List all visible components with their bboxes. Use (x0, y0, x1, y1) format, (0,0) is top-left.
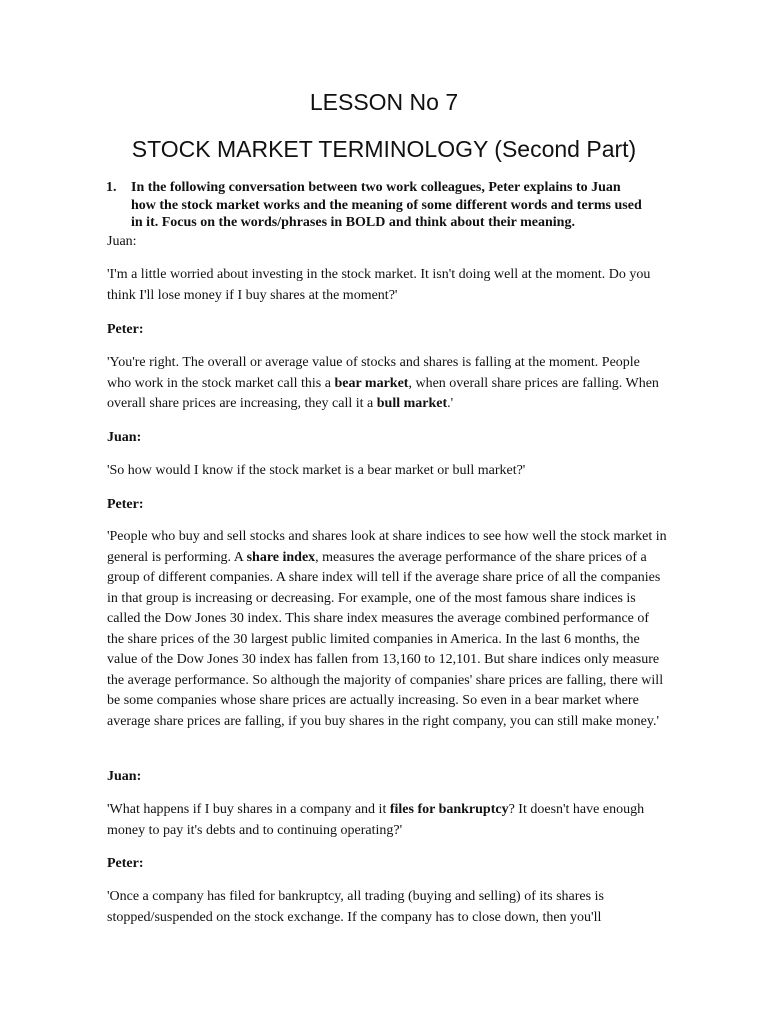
text-segment: 'People who buy and sell stocks and shares look at share indices to see how well the stock market in general is performing. A (107, 529, 667, 565)
speaker-label: Juan: (107, 430, 142, 445)
speaker-label: Peter: (107, 856, 144, 871)
speaker-label: Juan: (107, 234, 137, 249)
lesson-title: LESSON No 7 (309, 89, 459, 115)
instruction-text: In the following conversation between two work colleagues, Peter explains to Juan how the stock market works and the meaning of some different words and terms used in it. Focus on the words/phrases in BOLD and think about their meaning. (131, 180, 642, 231)
dialogue-turn (107, 527, 667, 732)
dialogue-turn (107, 461, 667, 482)
text-segment: ? It doesn't have enough money to pay it's debts and to continuing operating?' (107, 802, 645, 838)
dialogue-turn (107, 353, 667, 415)
speaker-label: Juan: (107, 769, 142, 784)
speaker-label: Peter: (107, 322, 144, 337)
dialogue-text (107, 527, 667, 732)
dialogue-text (107, 887, 667, 928)
dialogue-text (107, 353, 667, 415)
text-segment: .' (447, 396, 454, 411)
dialogue-text (107, 800, 667, 841)
speaker-label: Peter: (107, 497, 144, 512)
lesson-subtitle: STOCK MARKET TERMINOLOGY (Second Part) (131, 136, 637, 162)
text-segment: 'I'm a little worried about investing in the stock market. It isn't doing well at the moment. Do you think I'll lose money if I buy shares at the moment?' (107, 267, 651, 303)
instruction-number: 1. (106, 180, 117, 195)
text-segment: 'What happens if I buy shares in a company and it (107, 802, 390, 817)
key-term: files for bankruptcy (389, 802, 509, 817)
key-term: bull market (376, 396, 448, 411)
key-term: bear market (334, 375, 409, 391)
key-term: share index (246, 549, 316, 565)
dialogue-turn (107, 800, 667, 841)
text-segment: 'You're right. The overall or average value of stocks and shares is falling at the moment. People who work in the stock market call this a (107, 355, 640, 391)
text-segment: 'So how would I know if the stock market is a bear market or bull market?' (107, 463, 526, 478)
dialogue-turn (107, 887, 667, 928)
dialogue-text (107, 461, 667, 482)
text-segment: , when overall share prices are falling. When overall share prices are increasing, they call it a (107, 375, 659, 411)
dialogue-text (107, 265, 667, 306)
text-segment: , measures the average performance of the share prices of a group of different companies. A share index will tell if the average share price of all the companies in that group is increasing or decreasing. For example, one of the most famous share indices is called the Dow Jones 30 index. This share index measures the average combined performance of the share prices of the 30 largest public limited companies in America. In the last 6 months, the value of the Dow Jones 30 index has fallen from 13,160 to 12,101. But share indices only measure the average performance. So although the majority of companies' share prices are falling, there will be some companies whose share prices are actually increasing. So even in a bear market where average share prices are falling, if you buy shares in the right company, you can still make money.' (107, 549, 664, 729)
text-segment: 'Once a company has filed for bankruptcy, all trading (buying and selling) of its shares is stopped/suspended on the stock exchange. If the company has to close down, then you'll (107, 889, 604, 925)
instruction-item (107, 179, 647, 232)
dialogue-turn (107, 265, 667, 306)
